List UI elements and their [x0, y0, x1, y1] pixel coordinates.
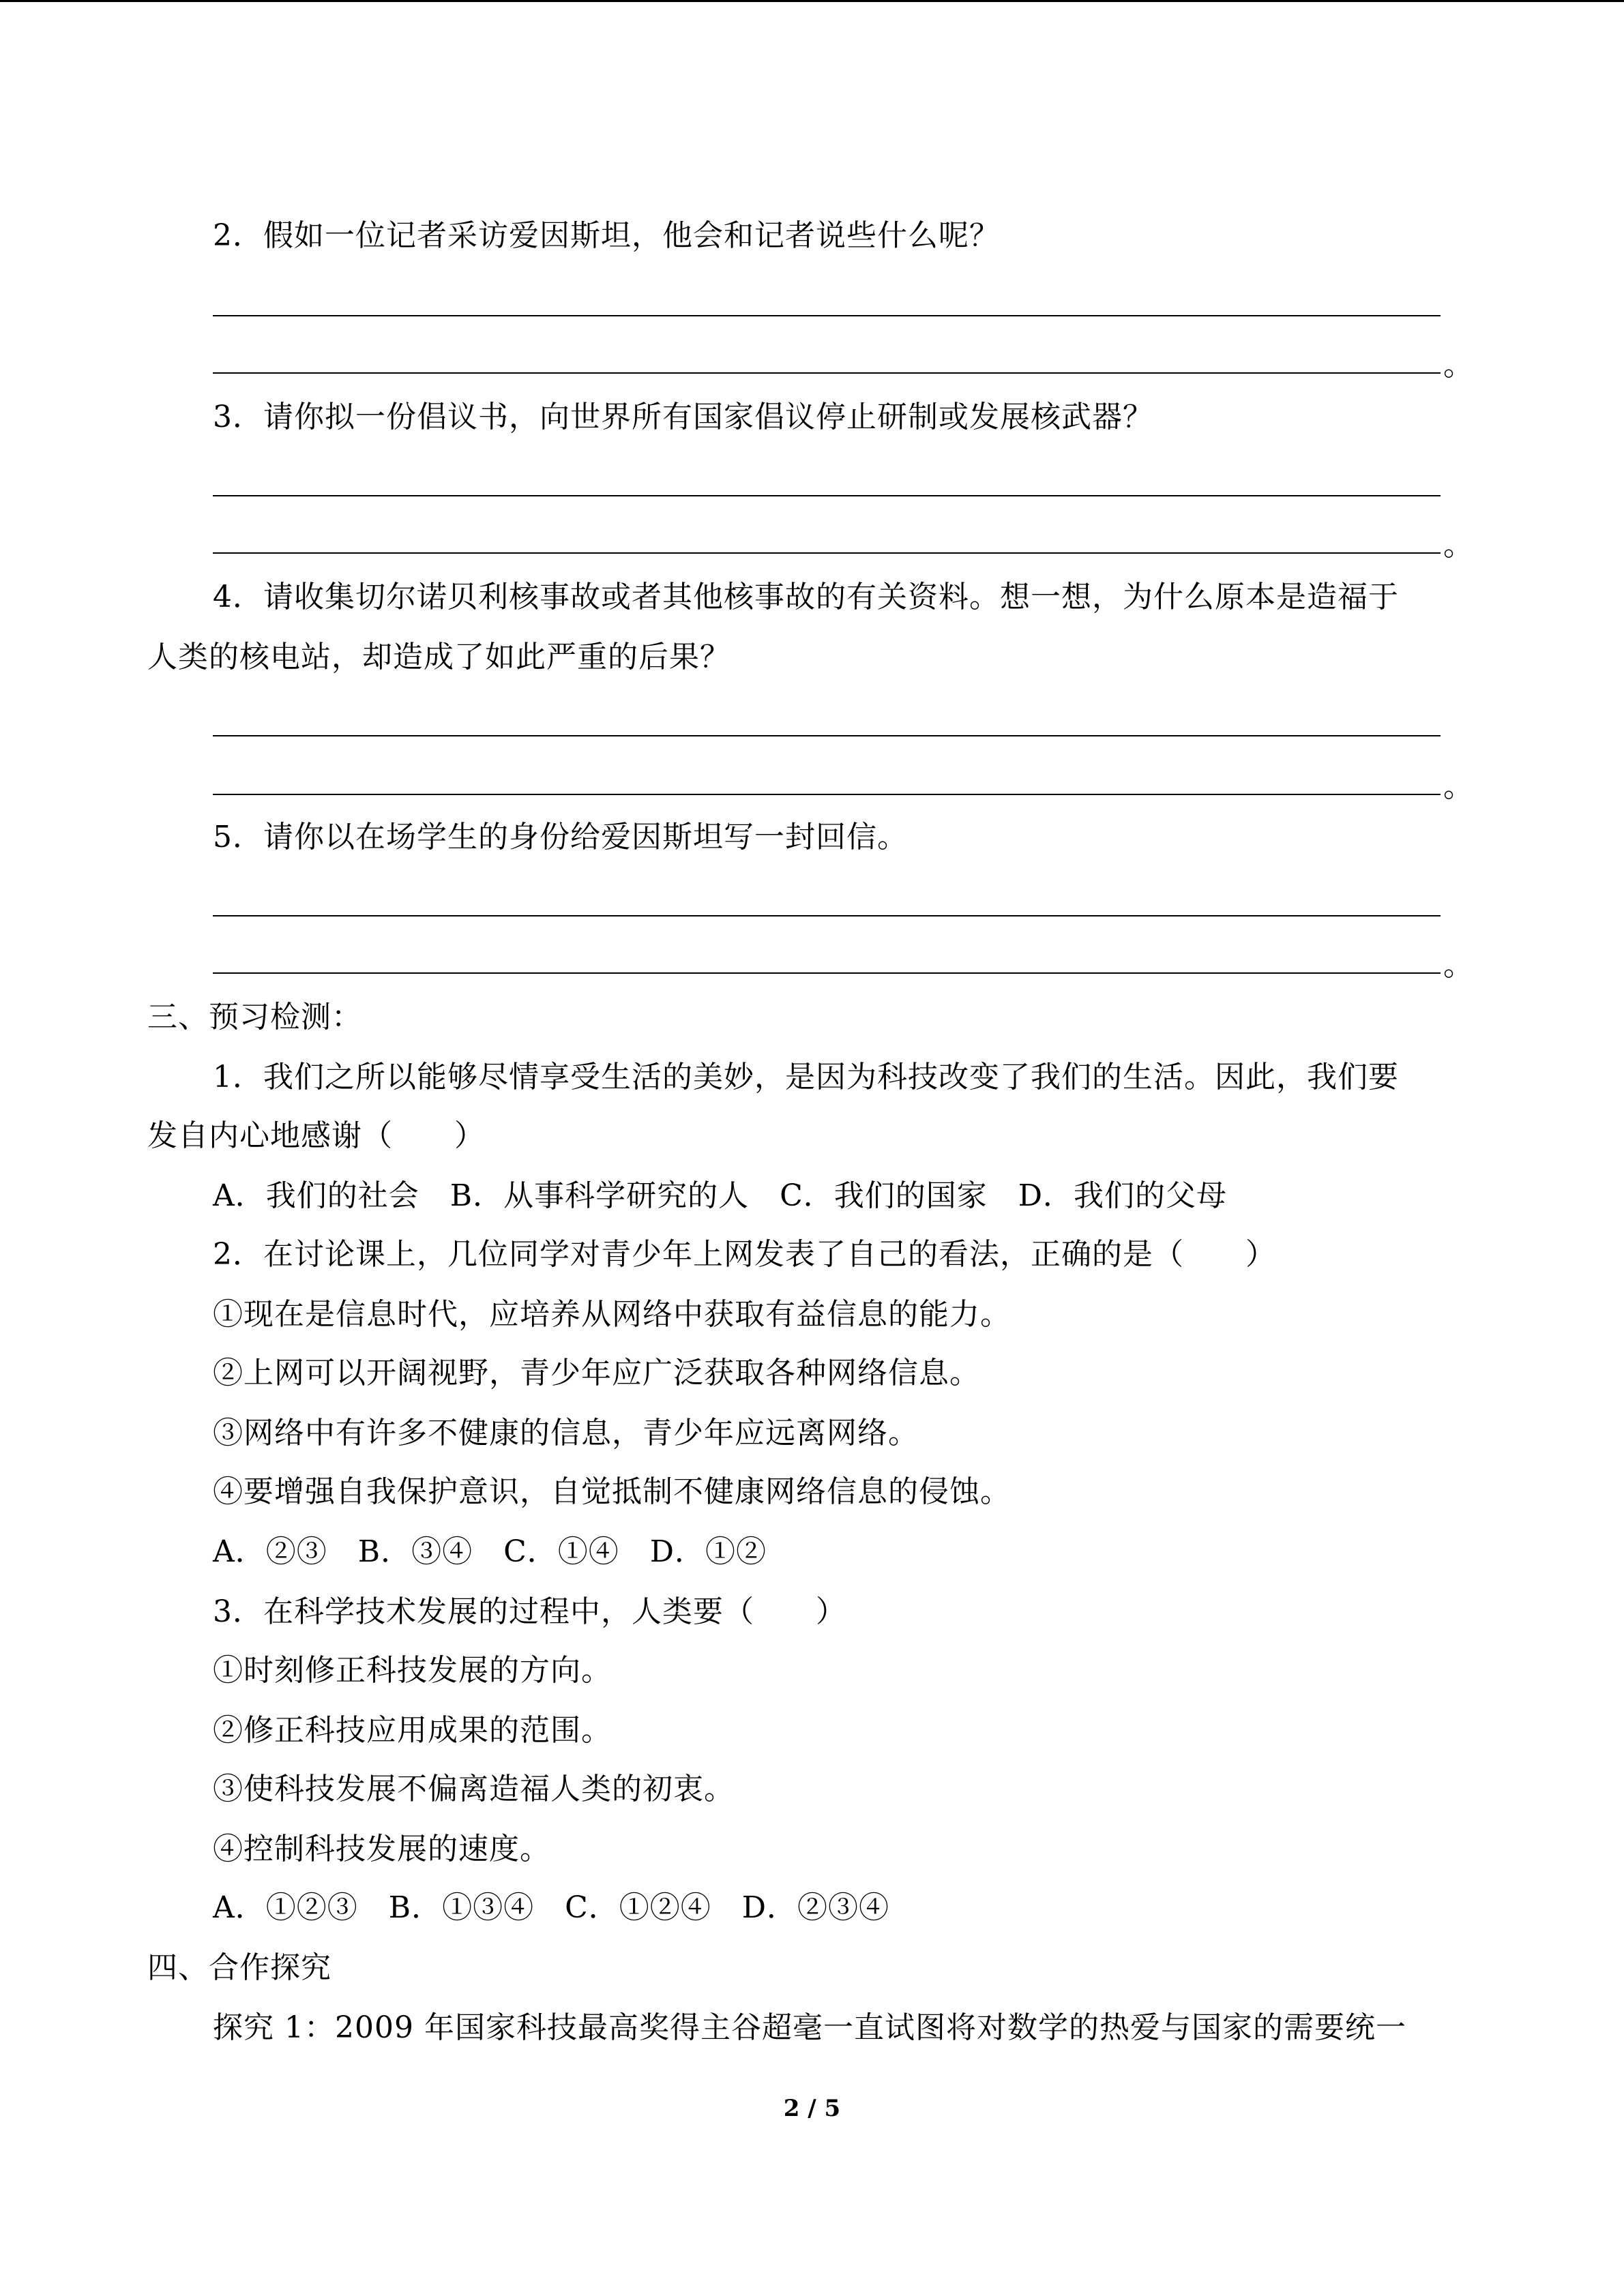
section-3-heading: 三、预习检测： — [147, 1000, 362, 1034]
question-2: 2．假如一位记者采访爱因斯坦，他会和记者说些什么呢？ — [213, 218, 1000, 253]
answer-line[interactable] — [213, 552, 1441, 554]
p3-question-1-line-2: 发自内心地感谢（ ） — [147, 1118, 485, 1153]
p3-question-2-statement: ①现在是信息时代，应培养从网络中获取有益信息的能力。 — [213, 1297, 1011, 1332]
p3-question-2-statement: ③网络中有许多不健康的信息，青少年应远离网络。 — [213, 1416, 919, 1450]
answer-line[interactable] — [213, 915, 1441, 916]
answer-line[interactable] — [213, 372, 1441, 374]
p3-question-2-stem: 2．在讨论课上，几位同学对青少年上网发表了自己的看法，正确的是（ ） — [213, 1237, 1276, 1272]
question-4-line-1: 4．请收集切尔诺贝利核事故或者其他核事故的有关资料。想一想，为什么原本是造福于 — [213, 580, 1399, 614]
p3-question-3-options: A．①②③ B．①③④ C．①②④ D．②③④ — [213, 1890, 890, 1925]
p3-question-2-options: A．②③ B．③④ C．①④ D．①② — [213, 1534, 767, 1569]
page-number: 2 / 5 — [783, 2095, 841, 2122]
p3-question-2-statement: ②上网可以开阔视野，青少年应广泛获取各种网络信息。 — [213, 1356, 980, 1390]
question-3: 3．请你拟一份倡议书，向世界所有国家倡议停止研制或发展核武器？ — [213, 400, 1153, 434]
answer-line[interactable] — [213, 735, 1441, 736]
answer-period: 。 — [1443, 348, 1473, 383]
p3-question-1-options: A．我们的社会 B．从事科学研究的人 C．我们的国家 D．我们的父母 — [213, 1178, 1228, 1213]
p3-question-3-statement: ②修正科技应用成果的范围。 — [213, 1713, 612, 1748]
p3-question-3-statement: ③使科技发展不偏离造福人类的初衷。 — [213, 1772, 735, 1806]
answer-period: 。 — [1443, 528, 1473, 563]
answer-line[interactable] — [213, 794, 1441, 795]
section-4-heading: 四、合作探究 — [147, 1950, 331, 1985]
p3-question-2-statement: ④要增强自我保护意识，自觉抵制不健康网络信息的侵蚀。 — [213, 1474, 1011, 1509]
p3-question-3-stem: 3．在科学技术发展的过程中，人类要（ ） — [213, 1594, 846, 1629]
question-5: 5．请你以在场学生的身份给爱因斯坦写一封回信。 — [213, 820, 908, 854]
answer-line[interactable] — [213, 972, 1441, 974]
p3-question-3-statement: ①时刻修正科技发展的方向。 — [213, 1653, 612, 1688]
answer-line[interactable] — [213, 495, 1441, 496]
answer-period: 。 — [1443, 769, 1473, 804]
p3-question-1-line-1: 1．我们之所以能够尽情享受生活的美妙，是因为科技改变了我们的生活。因此，我们要 — [213, 1060, 1399, 1094]
question-4-line-2: 人类的核电站，却造成了如此严重的后果？ — [147, 640, 730, 674]
p3-question-3-statement: ④控制科技发展的速度。 — [213, 1832, 550, 1866]
answer-period: 。 — [1443, 948, 1473, 983]
answer-line[interactable] — [213, 315, 1441, 316]
explore-1: 探究 1：2009 年国家科技最高奖得主谷超毫一直试图将对数学的热爱与国家的需要统一 — [213, 2010, 1406, 2045]
